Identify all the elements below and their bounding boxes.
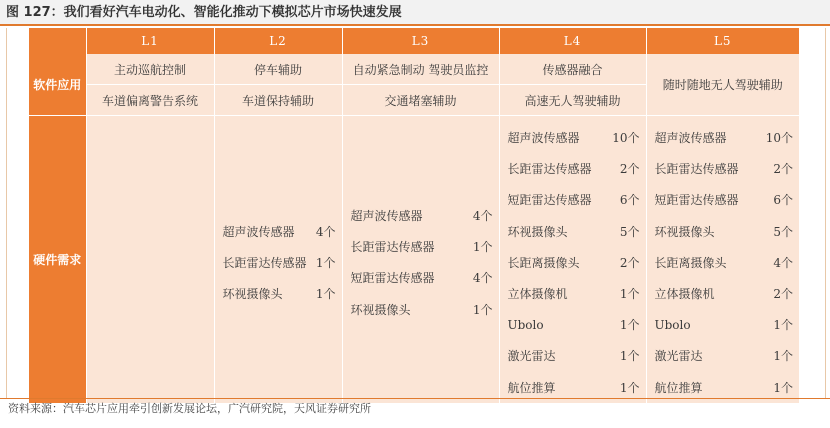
hardware-item-qty: 1个 — [619, 380, 640, 395]
hardware-item-name: Ubolo — [507, 317, 544, 332]
hardware-item — [343, 231, 499, 262]
hardware-item-qty: 5个 — [619, 224, 640, 239]
hardware-item-name: 激光雷达 — [654, 349, 703, 364]
hardware-item — [215, 216, 342, 247]
hardware-item — [647, 153, 800, 184]
hardware-item-qty: 4个 — [315, 224, 336, 239]
header-row — [29, 28, 799, 54]
hardware-item — [215, 247, 342, 278]
hardware-item-name: 航位推算 — [654, 380, 703, 395]
hardware-item — [343, 294, 499, 325]
hardware-item-qty: 1个 — [472, 302, 493, 317]
hardware-item-name: 长距雷达传感器 — [507, 162, 592, 177]
figure-title: 图 127：我们看好汽车电动化、智能化推动下模拟芯片市场快速发展 — [0, 0, 830, 26]
hardware-item — [647, 216, 800, 247]
hardware-item-name: 超声波传感器 — [507, 131, 580, 146]
hardware-item-name: 超声波传感器 — [222, 224, 295, 239]
hardware-item-name: 短距雷达传感器 — [654, 193, 739, 208]
hardware-item — [647, 247, 800, 278]
row-label-hardware: 硬件需求 — [29, 116, 86, 403]
hardware-item — [647, 278, 800, 309]
software-cell: 停车辅助 — [214, 54, 342, 85]
hardware-item-name: 航位推算 — [507, 380, 556, 395]
level-header: L1 — [86, 28, 214, 54]
hardware-list — [343, 194, 499, 325]
hardware-cell-l5 — [646, 116, 799, 403]
hardware-item — [500, 278, 646, 309]
hardware-item — [500, 309, 646, 340]
hardware-item — [343, 200, 499, 231]
hardware-item — [647, 122, 800, 153]
hardware-item-name: 长距雷达传感器 — [222, 255, 307, 270]
hardware-item-name: 超声波传感器 — [350, 209, 423, 224]
header-corner — [29, 28, 86, 54]
hardware-item — [500, 184, 646, 215]
hardware-item-qty: 2个 — [619, 162, 640, 177]
hardware-item-name: 激光雷达 — [507, 349, 556, 364]
hardware-item-qty: 1个 — [315, 255, 336, 270]
hardware-item-name: 环视摄像头 — [507, 224, 568, 239]
hardware-item-qty: 6个 — [619, 193, 640, 208]
hardware-item — [500, 340, 646, 371]
hardware-item — [500, 153, 646, 184]
hardware-item — [500, 216, 646, 247]
hardware-item-qty: 2个 — [619, 255, 640, 270]
hardware-item-name: 长距离摄像头 — [654, 255, 727, 270]
hardware-item-name: 环视摄像头 — [350, 302, 411, 317]
hardware-cell-l1 — [86, 116, 214, 403]
hardware-item-name: 短距雷达传感器 — [350, 271, 435, 286]
source-note: 资料来源：汽车芯片应用牵引创新发展论坛，广汽研究院，天风证券研究所 — [0, 398, 830, 428]
software-cell: 高速无人驾驶辅助 — [499, 85, 646, 116]
software-cell: 交通堵塞辅助 — [342, 85, 499, 116]
hardware-item-qty: 4个 — [472, 209, 493, 224]
level-header: L3 — [342, 28, 499, 54]
hardware-item-qty: 2个 — [773, 287, 793, 302]
software-cell: 主动巡航控制 — [86, 54, 214, 85]
software-cell: 车道偏离警告系统 — [86, 85, 214, 116]
level-header: L4 — [499, 28, 646, 54]
hardware-list — [500, 116, 646, 403]
level-header: L2 — [214, 28, 342, 54]
row-label-software: 软件应用 — [29, 54, 86, 116]
hardware-item-qty: 6个 — [773, 193, 793, 208]
hardware-item-qty: 1个 — [315, 287, 336, 302]
hardware-item-name: 短距雷达传感器 — [507, 193, 592, 208]
hardware-item-qty: 1个 — [773, 349, 793, 364]
hardware-cell-l4 — [499, 116, 646, 403]
hardware-item-qty: 1个 — [472, 240, 493, 255]
software-cell: 传感器融合 — [499, 54, 646, 85]
hardware-item-name: 超声波传感器 — [654, 131, 727, 146]
hardware-list — [215, 210, 342, 310]
hardware-item-name: 立体摄像机 — [654, 287, 715, 302]
hardware-list — [647, 116, 800, 403]
hardware-item-name: Ubolo — [654, 317, 691, 332]
software-row-1 — [29, 54, 799, 85]
hardware-item — [215, 278, 342, 309]
hardware-item-qty: 10个 — [612, 131, 640, 146]
hardware-item — [500, 122, 646, 153]
autonomy-level-table — [29, 28, 799, 403]
hardware-item-qty: 1个 — [619, 349, 640, 364]
hardware-item — [343, 262, 499, 293]
hardware-item-qty: 1个 — [773, 380, 793, 395]
hardware-item-qty: 1个 — [619, 318, 640, 333]
software-cell: 自动紧急制动 驾驶员监控 — [342, 54, 499, 85]
hardware-item-qty: 4个 — [773, 255, 793, 270]
software-cell: 车道保持辅助 — [214, 85, 342, 116]
hardware-item-name: 环视摄像头 — [654, 224, 715, 239]
hardware-item-qty: 10个 — [765, 131, 793, 146]
hardware-item — [647, 340, 800, 371]
hardware-item-qty: 2个 — [773, 162, 793, 177]
level-header: L5 — [646, 28, 799, 54]
hardware-item-qty: 1个 — [619, 287, 640, 302]
hardware-item-name: 环视摄像头 — [222, 287, 283, 302]
hardware-row — [29, 116, 799, 403]
hardware-item-name: 长距雷达传感器 — [350, 240, 435, 255]
hardware-cell-l3 — [342, 116, 499, 403]
hardware-item — [647, 184, 800, 215]
hardware-item-qty: 4个 — [472, 271, 493, 286]
hardware-item-name: 立体摄像机 — [507, 287, 568, 302]
hardware-cell-l2 — [214, 116, 342, 403]
software-cell-l5: 随时随地无人驾驶辅助 — [646, 54, 799, 116]
hardware-item — [500, 247, 646, 278]
hardware-item-name: 长距离摄像头 — [507, 255, 580, 270]
hardware-item-name: 长距雷达传感器 — [654, 162, 739, 177]
hardware-item — [647, 309, 800, 340]
hardware-item-qty: 1个 — [773, 318, 793, 333]
hardware-item-qty: 5个 — [773, 224, 793, 239]
